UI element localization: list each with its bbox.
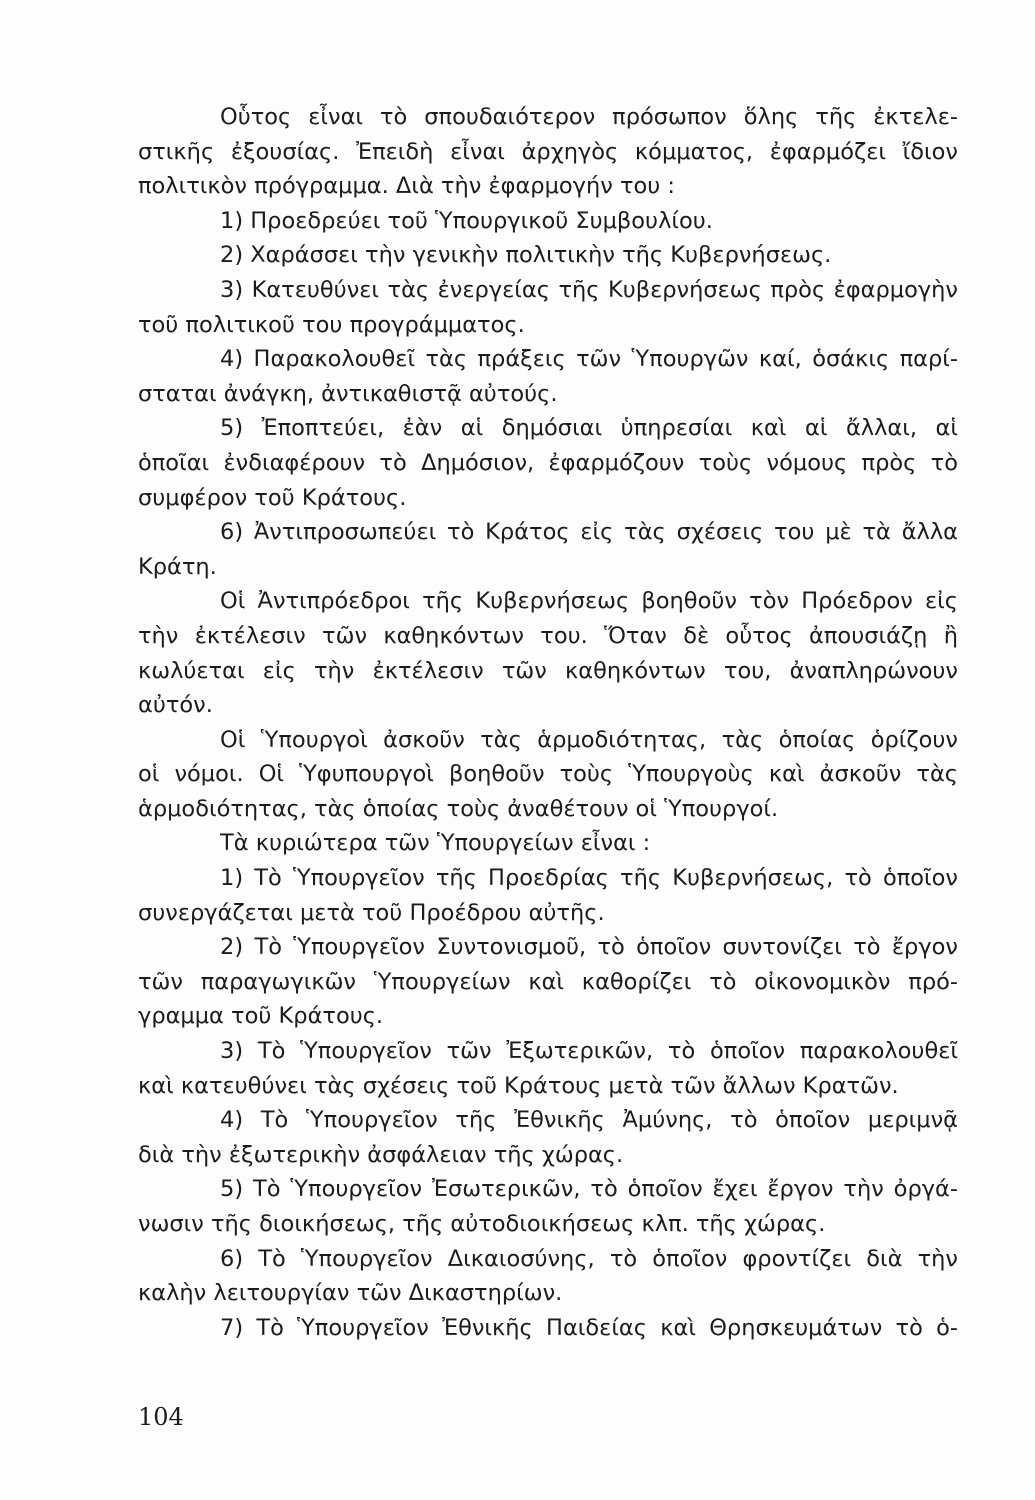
text-line: Οἱ Ἀντιπρόεδροι τῆς Κυβερνήσεως βοηθοῦν τὸν Πρόεδρον εἰς	[220, 588, 958, 615]
text-line: τὴν ἐκτέλεσιν τῶν καθηκόντων του. Ὅταν δὲ οὗτος ἀπουσιάζῃ ἢ	[138, 622, 958, 649]
text-line: συμφέρον τοῦ Κράτους.	[138, 484, 407, 511]
text-line: ἁρμοδιότητας, τὰς ὁποίας τοὺς ἀναθέτουν οἱ Ὑπουργοί.	[138, 795, 779, 822]
text-line: 1) Προεδρεύει τοῦ Ὑπουργικοῦ Συμβουλίου.	[220, 207, 713, 234]
text-line: συνεργάζεται μετὰ τοῦ Προέδρου αὐτῆς.	[138, 899, 605, 926]
text-line: 6) Τὸ Ὑπουργεῖον Δικαιοσύνης, τὸ ὁποῖον φροντίζει διὰ τὴν	[220, 1245, 958, 1272]
text-line: σταται ἀνάγκη, ἀντικαθιστᾷ αὐτούς.	[138, 380, 558, 407]
text-line: καὶ κατευθύνει τὰς σχέσεις τοῦ Κράτους μετὰ τῶν ἄλλων Κρατῶν.	[138, 1072, 899, 1099]
text-line: τῶν παραγωγικῶν Ὑπουργείων καὶ καθορίζει τὸ οἰκονομικὸν πρό-	[138, 968, 958, 995]
text-line: 3) Τὸ Ὑπουργεῖον τῶν Ἐξωτερικῶν, τὸ ὁποῖον παρακολουθεῖ	[220, 1038, 958, 1065]
body-text	[138, 100, 958, 1345]
text-line: τοῦ πολιτικοῦ του προγράμματος.	[138, 311, 525, 338]
text-line: διὰ τὴν ἐξωτερικὴν ἀσφάλειαν τῆς χώρας.	[138, 1141, 624, 1168]
text-line: 2) Τὸ Ὑπουργεῖον Συντονισμοῦ, τὸ ὁποῖον συντονίζει τὸ ἔργον	[220, 934, 958, 961]
text-line: οἱ νόμοι. Οἱ Ὑφυπουργοὶ βοηθοῦν τοὺς Ὑπουργοὺς καὶ ἀσκοῦν τὰς	[138, 761, 958, 788]
text-line: ὁποῖαι ἐνδιαφέρουν τὸ Δημόσιον, ἐφαρμόζουν τοὺς νόμους πρὸς τὸ	[138, 449, 958, 476]
text-line: 4) Παρακολουθεῖ τὰς πράξεις τῶν Ὑπουργῶν καί, ὁσάκις παρί-	[220, 346, 958, 373]
text-line: 5) Τὸ Ὑπουργεῖον Ἐσωτερικῶν, τὸ ὁποῖον ἔχει ἔργον τὴν ὀργά-	[220, 1176, 958, 1203]
text-line: Οἱ Ὑπουργοὶ ἀσκοῦν τὰς ἁρμοδιότητας, τὰς ὁποίας ὁρίζουν	[220, 726, 958, 753]
text-line: 4) Τὸ Ὑπουργεῖον τῆς Ἐθνικῆς Ἀμύνης, τὸ ὁποῖον μεριμνᾷ	[220, 1107, 958, 1134]
text-line: αὐτόν.	[138, 692, 213, 719]
text-line: πολιτικὸν πρόγραμμα. Διὰ τὴν ἐφαρμογήν του :	[138, 173, 676, 200]
text-line: 3) Κατευθύνει τὰς ἐνεργείας τῆς Κυβερνήσεως πρὸς ἐφαρμογὴν	[220, 276, 958, 303]
page-number: 104	[138, 1403, 184, 1431]
text-line: στικῆς ἐξουσίας. Ἐπειδὴ εἶναι ἀρχηγὸς κόμματος, ἐφαρμόζει ἴδιον	[138, 138, 958, 165]
text-line: Κράτη.	[138, 553, 217, 580]
text-line: 6) Ἀντιπροσωπεύει τὸ Κράτος εἰς τὰς σχέσεις του μὲ τὰ ἄλλα	[220, 519, 958, 546]
text-line: γραμμα τοῦ Κράτους.	[138, 1003, 384, 1030]
text-line: 1) Τὸ Ὑπουργεῖον τῆς Προεδρίας τῆς Κυβερνήσεως, τὸ ὁποῖον	[220, 865, 958, 892]
text-line: Οὗτος εἶναι τὸ σπουδαιότερον πρόσωπον ὅλης τῆς ἐκτελε-	[220, 104, 958, 130]
text-line: 5) Ἐποπτεύει, ἐὰν αἱ δημόσιαι ὑπηρεσίαι καὶ αἱ ἄλλαι, αἱ	[220, 415, 958, 442]
text-line: κωλύεται εἰς τὴν ἐκτέλεσιν τῶν καθηκόντων του, ἀναπληρώνουν	[138, 657, 958, 684]
text-line: καλὴν λειτουργίαν τῶν Δικαστηρίων.	[138, 1280, 563, 1307]
text-line: 7) Τὸ Ὑπουργεῖον Ἐθνικῆς Παιδείας καὶ Θρησκευμάτων τὸ ὁ-	[220, 1314, 958, 1341]
text-line: 2) Χαράσσει τὴν γενικὴν πολιτικὴν τῆς Κυβερνήσεως.	[220, 242, 832, 269]
text-line: Τὰ κυριώτερα τῶν Ὑπουργείων εἶναι :	[220, 830, 651, 857]
text-line: νωσιν τῆς διοικήσεως, τῆς αὐτοδιοικήσεως κλπ. τῆς χώρας.	[138, 1211, 826, 1237]
